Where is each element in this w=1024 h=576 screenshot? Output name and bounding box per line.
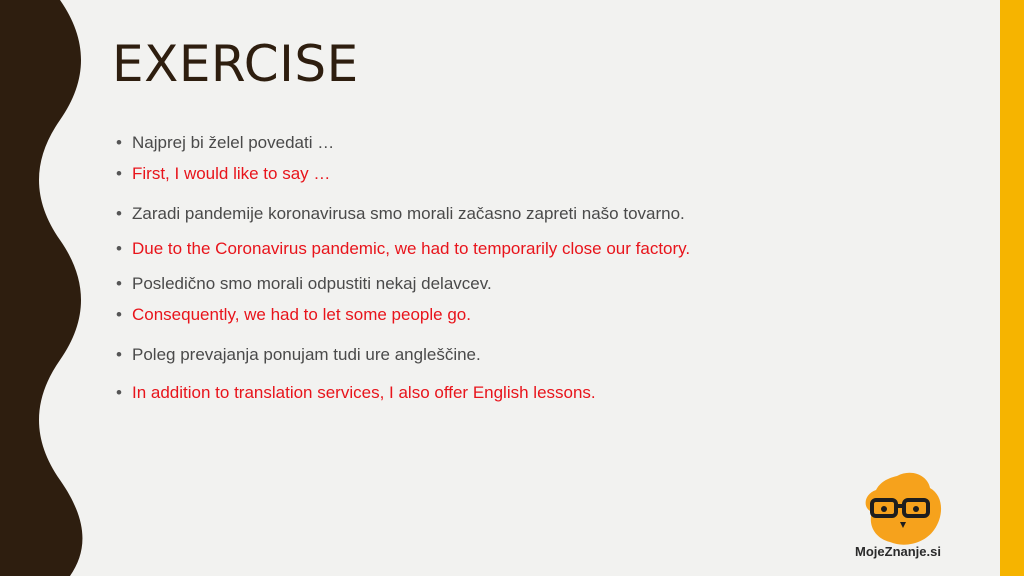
left-decorative-band: [0, 0, 90, 576]
bullet-item: • Due to the Coronavirus pandemic, we had to temporarily close our factory.: [116, 239, 691, 258]
bullet-text: In addition to translation services, I also offer English lessons.: [132, 383, 596, 402]
bullet-item: • Zaradi pandemije koronavirusa smo morali začasno zapreti našo tovarno.: [116, 204, 685, 223]
bullet-item: • Consequently, we had to let some people go.: [116, 305, 471, 324]
bullet-item: • Najprej bi želel povedati …: [116, 133, 335, 152]
brand-logo-text: MojeZnanje.si: [855, 544, 941, 559]
bullet-text: Due to the Coronavirus pandemic, we had to temporarily close our factory.: [132, 239, 691, 258]
bullet-text: Poleg prevajanja ponujam tudi ure angleščine.: [132, 345, 481, 364]
bullet-item: • Posledično smo morali odpustiti nekaj delavcev.: [116, 274, 492, 293]
bullet-text: Najprej bi želel povedati …: [132, 133, 335, 152]
bullet-item: • First, I would like to say …: [116, 164, 331, 183]
page-title: EXERCISE: [112, 35, 359, 93]
bullet-text: Posledično smo morali odpustiti nekaj delavcev.: [132, 274, 492, 293]
bullet-item: • In addition to translation services, I also offer English lessons.: [116, 383, 596, 402]
right-accent-stripe: [1000, 0, 1024, 576]
bullet-text: Consequently, we had to let some people go.: [132, 305, 471, 324]
bullet-text: First, I would like to say …: [132, 164, 331, 183]
bullet-item: • Poleg prevajanja ponujam tudi ure angleščine.: [116, 345, 481, 364]
bullet-text: Zaradi pandemije koronavirusa smo morali začasno zapreti našo tovarno.: [132, 204, 685, 223]
